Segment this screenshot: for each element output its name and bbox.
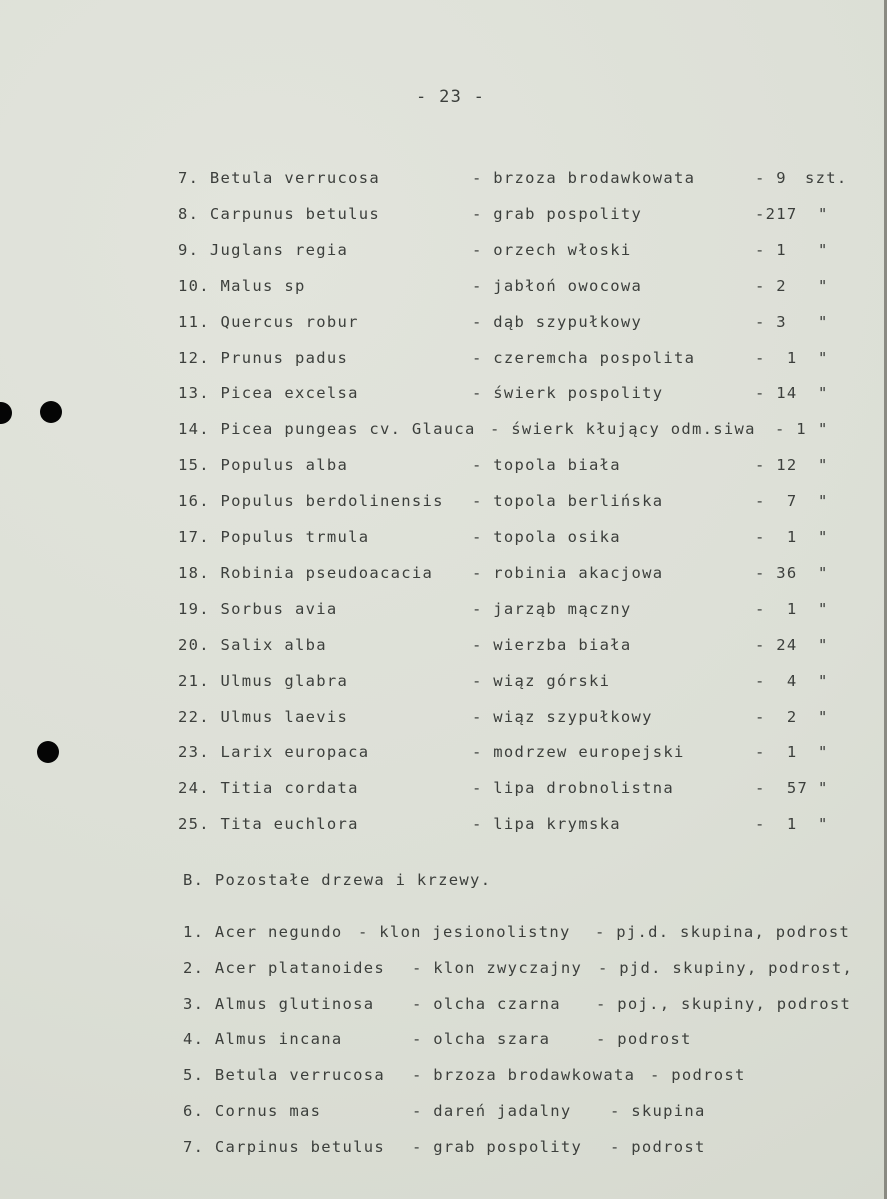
count: - 3: [755, 312, 787, 331]
latin-name: 9. Juglans regia: [178, 240, 349, 259]
polish-name: - świerk pospolity: [472, 384, 664, 403]
latin-name: 7. Betula verrucosa: [178, 169, 381, 187]
occurrence: - pjd. skupiny, podrost,: [598, 958, 854, 977]
latin-name: 2. Acer platanoides: [183, 958, 386, 977]
latin-name: 4. Almus incana: [183, 1030, 343, 1049]
latin-name: 10. Malus sp: [178, 276, 306, 295]
polish-name: - dareń jadalny: [412, 1102, 572, 1120]
polish-name: - lipa krymska: [472, 815, 621, 834]
punch-hole: [0, 402, 12, 424]
latin-name: 1. Acer negundo: [183, 923, 343, 941]
polish-name: - czeremcha pospolita: [472, 348, 696, 367]
latin-name: 14. Picea pungeas cv. Glauca: [178, 420, 476, 439]
unit: ": [818, 456, 829, 475]
polish-name: - dąb szypułkowy: [472, 312, 643, 331]
polish-name: - topola biała: [472, 456, 621, 475]
latin-name: 8. Carpunus betulus: [178, 204, 381, 223]
unit: ": [818, 743, 829, 762]
count: - 2: [755, 276, 787, 295]
polish-name: - jarząb mączny: [472, 599, 632, 618]
count: - 1: [755, 240, 787, 259]
count: - 7: [755, 492, 798, 511]
occurrence: - pj.d. skupina, podrost: [595, 923, 851, 941]
count: - 24: [755, 635, 798, 654]
count: - 9: [755, 169, 787, 187]
latin-name: 12. Prunus padus: [178, 348, 349, 367]
polish-name: - klon zwyczajny: [412, 958, 583, 977]
unit: ": [818, 492, 829, 511]
polish-name: - topola osika: [472, 528, 621, 546]
polish-name: - olcha czarna: [412, 994, 561, 1013]
unit: ": [818, 779, 829, 798]
unit: szt.: [805, 169, 848, 187]
unit: ": [818, 240, 829, 259]
latin-name: 24. Titia cordata: [178, 779, 359, 798]
polish-name: - brzoza brodawkowata: [472, 169, 696, 187]
count: - 1: [755, 743, 798, 762]
latin-name: 23. Larix europaca: [178, 743, 370, 762]
unit: ": [818, 276, 829, 295]
latin-name: 25. Tita euchlora: [178, 815, 359, 834]
polish-name: - robinia akacjowa: [472, 563, 664, 582]
latin-name: 3. Almus glutinosa: [183, 994, 375, 1013]
latin-name: 16. Populus berdolinensis: [178, 492, 444, 511]
count: -217: [755, 204, 798, 223]
occurrence: - podrost: [596, 1030, 692, 1049]
unit: ": [818, 348, 829, 367]
count: - 4: [755, 671, 798, 690]
unit: ": [818, 204, 829, 223]
latin-name: 20. Salix alba: [178, 635, 327, 654]
polish-name: - olcha szara: [412, 1030, 551, 1049]
latin-name: 22. Ulmus laevis: [178, 707, 349, 726]
polish-name: - wierzba biała: [472, 635, 632, 654]
unit: ": [818, 420, 829, 439]
occurrence: - podrost: [650, 1066, 746, 1085]
occurrence: - skupina: [610, 1102, 706, 1120]
occurrence: - poj., skupiny, podrost: [596, 994, 852, 1013]
polish-name: - grab pospolity: [472, 204, 643, 223]
polish-name: - topola berlińska: [472, 492, 664, 511]
polish-name: - orzech włoski: [472, 240, 632, 259]
count: - 12: [755, 456, 798, 475]
latin-name: 17. Populus trmula: [178, 528, 370, 546]
latin-name: 19. Sorbus avia: [178, 599, 338, 618]
latin-name: 13. Picea excelsa: [178, 384, 359, 403]
count: - 1: [755, 599, 798, 618]
latin-name: 15. Populus alba: [178, 456, 349, 475]
polish-name: - jabłoń owocowa: [472, 276, 643, 295]
polish-name: - brzoza brodawkowata: [412, 1066, 636, 1085]
unit: ": [818, 671, 829, 690]
count: - 1: [755, 528, 798, 546]
latin-name: 7. Carpinus betulus: [183, 1137, 386, 1156]
polish-name: - wiąz górski: [472, 671, 611, 690]
polish-name: - lipa drobnolistna: [472, 779, 675, 798]
occurrence: - podrost: [610, 1137, 706, 1156]
section-b-heading: B. Pozostałe drzewa i krzewy.: [183, 871, 492, 889]
count: - 1: [755, 348, 798, 367]
unit: ": [818, 707, 829, 726]
count: - 1: [775, 420, 807, 439]
latin-name: 6. Cornus mas: [183, 1102, 322, 1120]
latin-name: 18. Robinia pseudoacacia: [178, 563, 434, 582]
latin-name: 11. Quercus robur: [178, 312, 359, 331]
unit: ": [818, 384, 829, 403]
latin-name: 5. Betula verrucosa: [183, 1066, 386, 1085]
count: - 36: [755, 563, 798, 582]
polish-name: - klon jesionolistny: [358, 923, 571, 941]
unit: ": [818, 815, 829, 834]
count: - 2: [755, 707, 798, 726]
count: - 14: [755, 384, 798, 403]
unit: ": [818, 635, 829, 654]
unit: ": [818, 528, 829, 546]
punch-hole: [40, 401, 62, 423]
unit: ": [818, 563, 829, 582]
count: - 1: [755, 815, 798, 834]
unit: ": [818, 312, 829, 331]
latin-name: 21. Ulmus glabra: [178, 671, 349, 690]
polish-name: - wiąz szypułkowy: [472, 707, 653, 726]
polish-name: - grab pospolity: [412, 1137, 583, 1156]
unit: ": [818, 599, 829, 618]
polish-name: - świerk kłujący odm.siwa: [490, 420, 756, 439]
punch-hole: [37, 741, 59, 763]
polish-name: - modrzew europejski: [472, 743, 685, 762]
count: - 57: [755, 779, 809, 798]
page-number: - 23 -: [416, 87, 486, 107]
